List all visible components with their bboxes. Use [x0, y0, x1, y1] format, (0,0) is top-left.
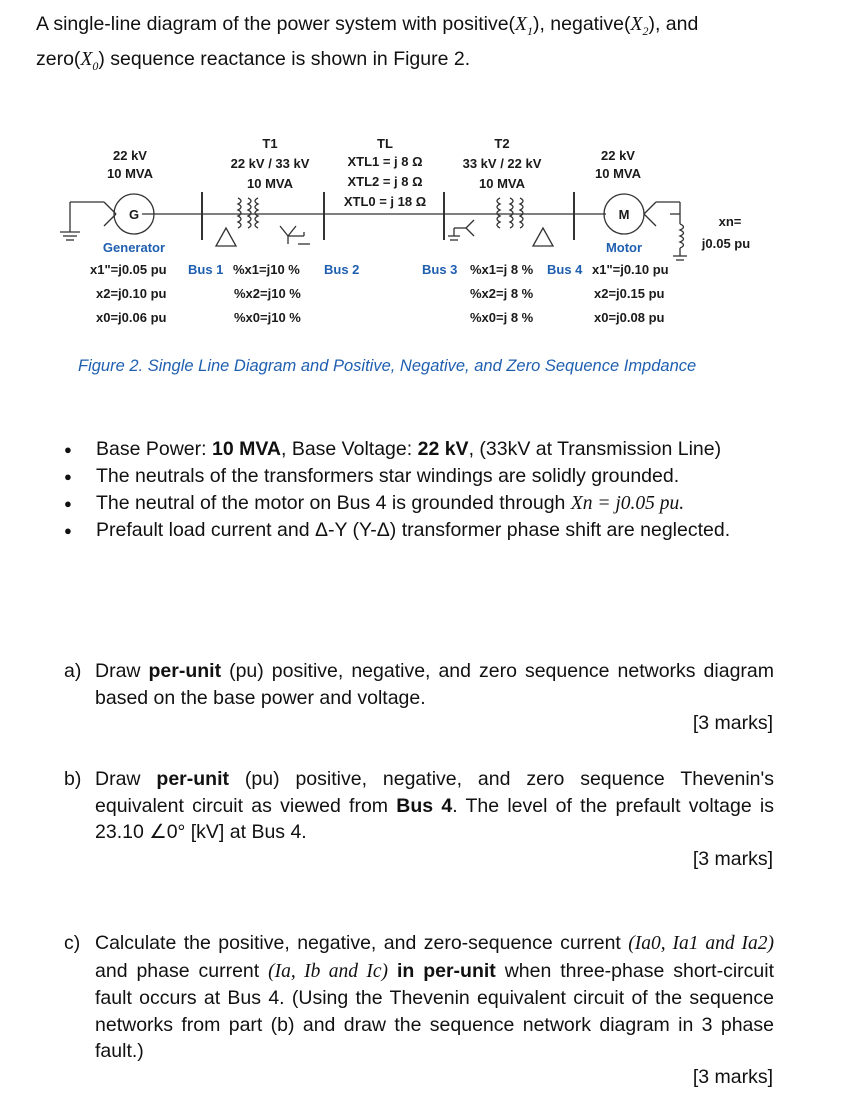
- single-line-diagram: [30, 128, 820, 338]
- tl-name: TL: [377, 136, 393, 151]
- motor-x2: x2=j0.15 pu: [594, 286, 665, 301]
- intro-text: ), negative(: [532, 13, 631, 35]
- t1-kv: 22 kV / 33 kV: [230, 156, 310, 171]
- tl-x0: XTL0 = j 18 Ω: [343, 194, 427, 209]
- t2-x0: %x0=j 8 %: [470, 310, 534, 325]
- list-item: ● The neutral of the motor on Bus 4 is grounded through Xn = j0.05 pu.: [60, 490, 776, 517]
- gen-mva: 10 MVA: [107, 166, 153, 181]
- list-item: ● The neutrals of the transformers star windings are solidly grounded.: [60, 463, 776, 490]
- motor-x1: x1"=j0.10 pu: [592, 262, 669, 277]
- gen-x0: x0=j0.06 pu: [96, 310, 167, 325]
- t1-x0: %x0=j10 %: [234, 310, 301, 325]
- gen-x1: x1"=j0.05 pu: [90, 262, 167, 277]
- xn-value: j0.05 pu: [701, 236, 751, 251]
- gen-x2: x2=j0.10 pu: [96, 286, 167, 301]
- question-c: c) Calculate the positive, negative, and zero-sequence current (Ia0, Ia1 and Ia2) and phase current (Ia, Ib and Ic) in per-unit when three-phase short-circuit fault occurs at Bus 4. (Using the Thevenin equivalent circuit of the sequence networks from part (b) and draw the sequence network diagram in 3 phase fault.): [64, 932, 774, 1062]
- question-b: b) Draw per-unit (pu) positive, negative, and zero sequence Thevenin's equivalent circuit as viewed from Bus 4. The level of the prefault voltage is 23.10 ∠0° [kV] at Bus 4.: [64, 768, 775, 843]
- intro-text: A single-line diagram of the power system with positive(: [36, 13, 516, 35]
- t1-name: T1: [262, 136, 278, 151]
- intro-paragraph: [36, 10, 796, 80]
- t2-x2: %x2=j 8 %: [470, 286, 534, 301]
- intro-text: ), and: [648, 13, 699, 35]
- list-item: ● Prefault load current and Δ-Y (Y-Δ) transformer phase shift are neglected.: [60, 517, 776, 544]
- bus1-label: Bus 1: [188, 262, 224, 277]
- assumptions-list: [60, 436, 776, 544]
- xn-label: xn=: [718, 214, 742, 229]
- marks-c: [3 marks]: [692, 1066, 773, 1088]
- generator-letter: G: [128, 207, 140, 222]
- t1-x2: %x2=j10 %: [234, 286, 301, 301]
- motor-kv: 22 kV: [601, 148, 635, 163]
- intro-text: ) sequence reactance is shown in Figure 2.: [98, 47, 471, 70]
- bus2-label: Bus 2: [324, 262, 360, 277]
- math-x2: $X_2$: [630, 14, 649, 38]
- marks-a: [3 marks]: [692, 712, 773, 734]
- tl-x1: XTL1 = j 8 Ω: [347, 154, 423, 169]
- list-item: ● Base Power: 10 MVA, Base Voltage: 22 kV, (33kV at Transmission Line): [60, 436, 776, 463]
- bus4-label: Bus 4: [547, 262, 583, 277]
- xn-reactor: [680, 224, 684, 248]
- question-a: a) Draw per-unit (pu) positive, negative, and zero sequence networks diagram based on the base power and voltage.: [64, 660, 775, 709]
- motor-mva: 10 MVA: [595, 166, 641, 181]
- math-x0: $X_0$: [80, 48, 99, 73]
- motor-name: Motor: [605, 240, 643, 255]
- t2-kv: 33 kV / 22 kV: [462, 156, 542, 171]
- t2-delta-symbol: [533, 228, 553, 246]
- t2-name: T2: [494, 136, 510, 151]
- t1-mva: 10 MVA: [247, 176, 293, 191]
- bus3-label: Bus 3: [422, 262, 458, 277]
- motor-letter: M: [618, 207, 630, 222]
- gen-kv: 22 kV: [113, 148, 147, 163]
- t2-x1: %x1=j 8 %: [470, 262, 534, 277]
- generator-name: Generator: [102, 240, 166, 255]
- intro-text: zero(: [36, 47, 81, 70]
- t1-x1: %x1=j10 %: [233, 262, 300, 277]
- t1-delta-symbol: [216, 228, 236, 246]
- math-x1: $X_1$: [515, 14, 533, 38]
- t2-mva: 10 MVA: [479, 176, 525, 191]
- figure-caption: Figure 2. Single Line Diagram and Positive, Negative, and Zero Sequence Impdance: [78, 357, 697, 375]
- marks-b: [3 marks]: [692, 848, 773, 870]
- tl-x2: XTL2 = j 8 Ω: [347, 174, 423, 189]
- motor-x0: x0=j0.08 pu: [594, 310, 665, 325]
